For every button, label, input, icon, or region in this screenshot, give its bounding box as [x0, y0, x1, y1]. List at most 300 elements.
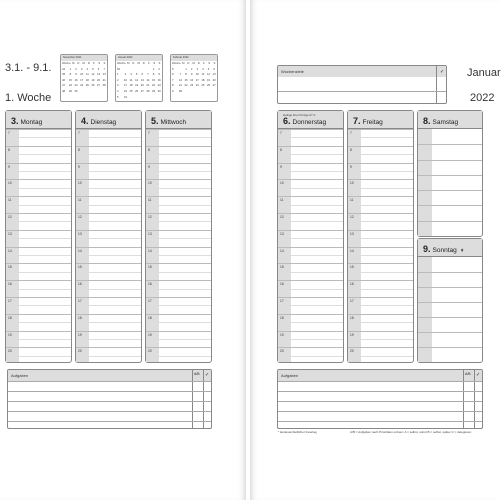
mini-calendar-weekdays: Woche M D M D F S S: [117, 61, 161, 65]
hour-line: [76, 247, 141, 248]
writing-line: [418, 332, 482, 333]
hour-label: 14: [78, 248, 82, 253]
writing-line: [418, 347, 482, 348]
day-number: 4.: [81, 116, 89, 126]
half-hour-line: [76, 188, 141, 189]
hour-label: 12: [148, 215, 152, 219]
hour-label: 16: [8, 282, 12, 287]
hour-label: 13: [8, 231, 12, 236]
half-hour-line: [6, 322, 71, 323]
hour-line: [76, 230, 141, 231]
mini-calendar-week: 2 10 11 12 13 14 15 16: [117, 77, 161, 82]
day-number: 8.: [423, 116, 431, 126]
writing-line: [418, 302, 482, 303]
half-hour-line: [146, 356, 211, 357]
hour-line: [348, 146, 413, 147]
half-hour-line: [348, 205, 413, 206]
mini-calendar-week: 47 22 23 24 25 26 27 28: [62, 83, 106, 88]
hour-label: 18: [78, 315, 82, 320]
hour-line: [348, 247, 413, 248]
mini-calendar-week: 7 14 15 16 17 18 19 20: [172, 77, 216, 82]
mini-calendar-week: 6 7 8 9 10 11 12 13: [172, 72, 216, 77]
half-hour-line: [6, 188, 71, 189]
hour-line: [278, 213, 343, 214]
hour-line: [6, 347, 71, 348]
hour-line: [348, 314, 413, 315]
hour-label: 15: [78, 265, 82, 270]
half-hour-line: [278, 171, 343, 172]
hour-line: [6, 280, 71, 281]
month-label: Januar: [467, 67, 501, 79]
task-line: [278, 411, 482, 412]
half-hour-line: [278, 154, 343, 155]
day-name: Mittwoch: [160, 119, 187, 126]
half-hour-line: [348, 305, 413, 306]
mini-calendar-week: [171, 95, 217, 101]
day-column-wednesday[interactable]: [145, 110, 212, 363]
hour-line: [146, 263, 211, 264]
hour-label: 8: [78, 147, 80, 152]
mini-calendar-week: [61, 95, 107, 101]
hour-line: [278, 163, 343, 164]
half-hour-line: [278, 188, 343, 189]
priority-header: A/B: [465, 372, 471, 376]
hour-line: [146, 163, 211, 164]
check-icon: ✓: [476, 372, 481, 378]
hour-line: [6, 146, 71, 147]
hour-label: 8: [8, 147, 10, 152]
hour-label: 8: [350, 147, 352, 152]
hour-line: [6, 163, 71, 164]
date-range: 3.1. - 9.1.: [5, 62, 52, 74]
half-hour-line: [6, 272, 71, 273]
hour-line: [278, 314, 343, 315]
hour-line: [278, 179, 343, 180]
hour-line: [76, 314, 141, 315]
half-hour-line: [278, 238, 343, 239]
half-hour-line: [6, 289, 71, 290]
day-column-friday[interactable]: [347, 110, 414, 363]
hour-line: [6, 297, 71, 298]
hour-label: 17: [280, 299, 284, 303]
hour-line: [76, 146, 141, 147]
hour-line: [6, 247, 71, 248]
hour-line: [278, 146, 343, 147]
half-hour-line: [6, 356, 71, 357]
half-hour-line: [278, 289, 343, 290]
day-column-thursday[interactable]: [277, 110, 344, 363]
half-hour-line: [76, 137, 141, 138]
day-column-saturday[interactable]: [417, 110, 483, 237]
mini-calendar-february: [170, 54, 218, 102]
hour-line: [278, 230, 343, 231]
writing-line: [418, 144, 482, 145]
tasks-title: Aufgaben: [281, 373, 299, 378]
mini-calendar-week: 3 17 18 19 20 21 22 23: [117, 83, 161, 88]
hour-label: 20: [78, 349, 82, 354]
day-column-monday[interactable]: [5, 110, 72, 363]
hour-label: 9: [8, 164, 10, 169]
day-number: 5.: [151, 116, 159, 126]
hour-label: 18: [148, 315, 152, 320]
mini-calendar-weekdays: Woche M D M D F S S: [172, 61, 216, 65]
hour-line: [348, 196, 413, 197]
hour-label: 11: [280, 198, 284, 203]
half-hour-line: [146, 171, 211, 172]
hour-label: 9: [78, 164, 80, 169]
half-hour-line: [76, 289, 141, 290]
hour-line: [278, 297, 343, 298]
half-hour-line: [76, 221, 141, 222]
half-hour-line: [278, 322, 343, 323]
task-line: [8, 401, 211, 402]
mini-calendar-title: Februar 2022: [171, 55, 217, 61]
right-page: [250, 0, 500, 500]
writing-line: [418, 272, 482, 273]
half-hour-line: [6, 238, 71, 239]
hour-label: 16: [148, 282, 152, 287]
tasks-title: Aufgaben: [11, 373, 29, 378]
hour-label: 19: [280, 332, 284, 337]
moon-phase-icon: ◐: [460, 247, 465, 254]
hour-label: 11: [350, 198, 354, 203]
hour-line: [146, 331, 211, 332]
hour-line: [146, 230, 211, 231]
priority-header: A/B: [194, 372, 200, 376]
mini-calendar-week: 8 21 22 23 24 25 26 27: [172, 83, 216, 88]
hour-label: 11: [78, 198, 82, 203]
weekly-goals-title: Wochenziele: [281, 69, 304, 74]
hour-line: [146, 146, 211, 147]
mini-calendar-week: 5 1 2 3 4 5 6: [172, 66, 215, 71]
hour-line: [348, 297, 413, 298]
half-hour-line: [278, 221, 343, 222]
hour-line: [76, 213, 141, 214]
day-name: Montag: [20, 119, 43, 126]
mini-calendar-week: 46 15 16 17 18 19 20 21: [62, 77, 106, 82]
half-hour-line: [348, 322, 413, 323]
half-hour-line: [278, 255, 343, 256]
half-hour-line: [146, 154, 211, 155]
check-icon: ✓: [440, 69, 445, 75]
writing-line: [418, 205, 482, 206]
hour-label: 10: [350, 181, 354, 186]
hour-label: 17: [148, 299, 152, 303]
hour-line: [76, 331, 141, 332]
hour-label: 8: [280, 147, 282, 152]
half-hour-line: [278, 305, 343, 306]
year-label: 2022: [470, 92, 495, 104]
mini-calendar-title: Januar 2022: [116, 55, 162, 61]
hour-line: [76, 179, 141, 180]
hour-label: 15: [148, 265, 152, 270]
writing-line: [418, 287, 482, 288]
hour-line: [76, 163, 141, 164]
hour-line: [6, 196, 71, 197]
hour-label: 14: [350, 248, 354, 253]
half-hour-line: [146, 188, 211, 189]
half-hour-line: [76, 339, 141, 340]
day-number: 7.: [353, 116, 361, 126]
half-hour-line: [146, 255, 211, 256]
half-hour-line: [76, 154, 141, 155]
day-number: 3.: [11, 116, 19, 126]
half-hour-line: [76, 356, 141, 357]
half-hour-line: [348, 289, 413, 290]
hour-line: [146, 213, 211, 214]
hour-label: 16: [350, 282, 354, 287]
hour-label: 15: [350, 265, 354, 270]
hour-line: [146, 179, 211, 180]
left-page: [0, 0, 246, 500]
day-name: Sonntag: [432, 247, 457, 254]
hour-label: 11: [148, 198, 152, 203]
hour-line: [6, 230, 71, 231]
half-hour-line: [146, 238, 211, 239]
hour-label: 14: [8, 248, 12, 253]
half-hour-line: [348, 171, 413, 172]
mini-calendar-week: 9 28: [172, 88, 182, 93]
hour-label: 12: [8, 215, 12, 219]
hour-label: 19: [8, 332, 12, 337]
day-name: Freitag: [362, 119, 383, 126]
hour-label: 11: [8, 198, 12, 203]
hour-line: [76, 297, 141, 298]
half-hour-line: [348, 272, 413, 273]
hour-line: [348, 347, 413, 348]
hour-label: 13: [350, 231, 354, 236]
hour-label: 10: [148, 181, 152, 186]
task-line: [8, 381, 211, 382]
half-hour-line: [6, 137, 71, 138]
mini-calendar-week: 1 3 4 5 6 7 8 9: [117, 72, 160, 77]
task-line: [8, 411, 211, 412]
hour-line: [76, 280, 141, 281]
half-hour-line: [76, 272, 141, 273]
hour-label: 10: [8, 181, 12, 186]
hour-label: 10: [280, 181, 284, 186]
hour-line: [348, 331, 413, 332]
half-hour-line: [278, 339, 343, 340]
hour-line: [348, 129, 413, 130]
half-hour-line: [76, 238, 141, 239]
writing-line: [418, 190, 482, 191]
hour-line: [76, 347, 141, 348]
hour-line: [146, 129, 211, 130]
hour-line: [6, 331, 71, 332]
half-hour-line: [146, 221, 211, 222]
hour-label: 7: [350, 131, 352, 135]
half-hour-line: [348, 339, 413, 340]
half-hour-line: [348, 238, 413, 239]
half-hour-line: [76, 255, 141, 256]
hour-line: [6, 263, 71, 264]
hour-label: 15: [280, 265, 284, 270]
tasks-box-left[interactable]: [7, 369, 212, 429]
half-hour-line: [6, 255, 71, 256]
half-hour-line: [6, 154, 71, 155]
hour-label: 13: [78, 231, 82, 236]
task-line: [278, 401, 482, 402]
mini-calendar-title: November 2021: [61, 55, 107, 61]
half-hour-line: [348, 154, 413, 155]
task-line: [278, 381, 482, 382]
half-hour-line: [76, 171, 141, 172]
half-hour-line: [278, 356, 343, 357]
half-hour-line: [348, 356, 413, 357]
half-hour-line: [76, 205, 141, 206]
footnote-holiday: * landeseinheitlicher Feiertag: [278, 430, 317, 434]
hour-label: 7: [8, 131, 10, 135]
half-hour-line: [348, 188, 413, 189]
hour-line: [146, 247, 211, 248]
hour-line: [348, 163, 413, 164]
mini-calendar-week: 45 8 9 10 11 12 13 14: [62, 72, 106, 77]
hour-line: [348, 263, 413, 264]
holiday-label: Heilige Drei Könige E* A: [283, 113, 316, 117]
day-column-tuesday[interactable]: [75, 110, 142, 363]
hour-line: [76, 263, 141, 264]
hour-label: 9: [148, 164, 150, 169]
half-hour-line: [348, 255, 413, 256]
half-hour-line: [146, 339, 211, 340]
half-hour-line: [278, 205, 343, 206]
hour-line: [278, 263, 343, 264]
half-hour-line: [6, 171, 71, 172]
hour-label: 8: [148, 147, 150, 152]
half-hour-line: [6, 339, 71, 340]
day-number: 6.: [283, 116, 291, 126]
hour-label: 13: [148, 231, 152, 236]
hour-label: 20: [8, 349, 12, 354]
footnote-priorities: A/B = Aufgaben nach Prioritäten ordnen: A = selbst, sofort B = selbst, später C = delegieren: [350, 430, 472, 434]
day-column-sunday[interactable]: [417, 238, 483, 363]
mini-calendar-november: [60, 54, 108, 102]
half-hour-line: [76, 305, 141, 306]
hour-label: 17: [8, 299, 12, 303]
mini-calendar-january: [115, 54, 163, 102]
hour-line: [6, 314, 71, 315]
hour-line: [146, 347, 211, 348]
hour-label: 16: [78, 282, 82, 287]
half-hour-line: [146, 272, 211, 273]
hour-label: 19: [148, 332, 152, 337]
day-number: 9.: [423, 244, 431, 254]
hour-line: [6, 129, 71, 130]
hour-label: 16: [280, 282, 284, 287]
hour-label: 7: [280, 131, 282, 135]
half-hour-line: [6, 221, 71, 222]
hour-line: [278, 129, 343, 130]
mini-calendar-week: 44 1 2 3 4 5 6 7: [62, 66, 105, 71]
hour-label: 17: [350, 299, 354, 303]
hour-label: 12: [350, 215, 354, 219]
mini-calendar-week: 48 29 30: [62, 88, 78, 93]
half-hour-line: [146, 322, 211, 323]
writing-line: [418, 160, 482, 161]
hour-label: 13: [280, 231, 284, 236]
day-name: Samstag: [432, 119, 459, 126]
half-hour-line: [348, 137, 413, 138]
hour-line: [146, 280, 211, 281]
hour-line: [348, 213, 413, 214]
mini-calendar-week: 5 31: [117, 94, 127, 99]
mini-calendar-week: 52 1 2: [117, 66, 160, 71]
hour-label: 9: [280, 164, 282, 169]
hour-label: 19: [78, 332, 82, 337]
writing-line: [418, 221, 482, 222]
hour-label: 17: [78, 299, 82, 303]
hour-line: [146, 314, 211, 315]
mini-calendar-weekdays: Woche M D M D F S S: [62, 61, 106, 65]
hour-line: [278, 331, 343, 332]
half-hour-line: [348, 221, 413, 222]
writing-line: [418, 175, 482, 176]
hour-line: [278, 247, 343, 248]
hour-label: 18: [350, 315, 354, 320]
hour-label: 9: [350, 164, 352, 169]
hour-label: 19: [350, 332, 354, 337]
hour-line: [278, 196, 343, 197]
writing-line: [418, 317, 482, 318]
half-hour-line: [278, 137, 343, 138]
hour-label: 20: [280, 349, 284, 354]
hour-line: [76, 129, 141, 130]
hour-line: [76, 196, 141, 197]
hour-label: 12: [280, 215, 284, 219]
weekly-goals-box[interactable]: [277, 65, 447, 104]
hour-label: 14: [148, 248, 152, 253]
mini-calendar-week: 4 24 25 26 27 28 29 30: [117, 88, 161, 93]
hour-line: [6, 179, 71, 180]
hour-label: 12: [78, 215, 82, 219]
task-line: [8, 391, 211, 392]
tasks-box-right[interactable]: [277, 369, 483, 429]
task-line: [8, 421, 211, 422]
hour-line: [348, 280, 413, 281]
half-hour-line: [146, 289, 211, 290]
task-line: [278, 391, 482, 392]
hour-label: 20: [350, 349, 354, 354]
half-hour-line: [146, 137, 211, 138]
hour-line: [146, 196, 211, 197]
hour-line: [278, 347, 343, 348]
day-name: Donnerstag: [292, 119, 327, 126]
half-hour-line: [76, 322, 141, 323]
hour-label: 7: [78, 131, 80, 135]
hour-line: [6, 213, 71, 214]
hour-label: 7: [148, 131, 150, 135]
hour-label: 15: [8, 265, 12, 270]
half-hour-line: [6, 205, 71, 206]
half-hour-line: [278, 272, 343, 273]
check-icon: ✓: [205, 372, 210, 378]
hour-label: 10: [78, 181, 82, 186]
half-hour-line: [6, 305, 71, 306]
week-label: 1. Woche: [5, 92, 52, 104]
day-name: Dienstag: [90, 119, 117, 126]
hour-label: 14: [280, 248, 284, 253]
hour-label: 18: [8, 315, 12, 320]
hour-line: [146, 297, 211, 298]
hour-label: 20: [148, 349, 152, 354]
half-hour-line: [146, 205, 211, 206]
hour-line: [348, 179, 413, 180]
hour-line: [348, 230, 413, 231]
hour-line: [278, 280, 343, 281]
hour-label: 18: [280, 315, 284, 320]
half-hour-line: [146, 305, 211, 306]
